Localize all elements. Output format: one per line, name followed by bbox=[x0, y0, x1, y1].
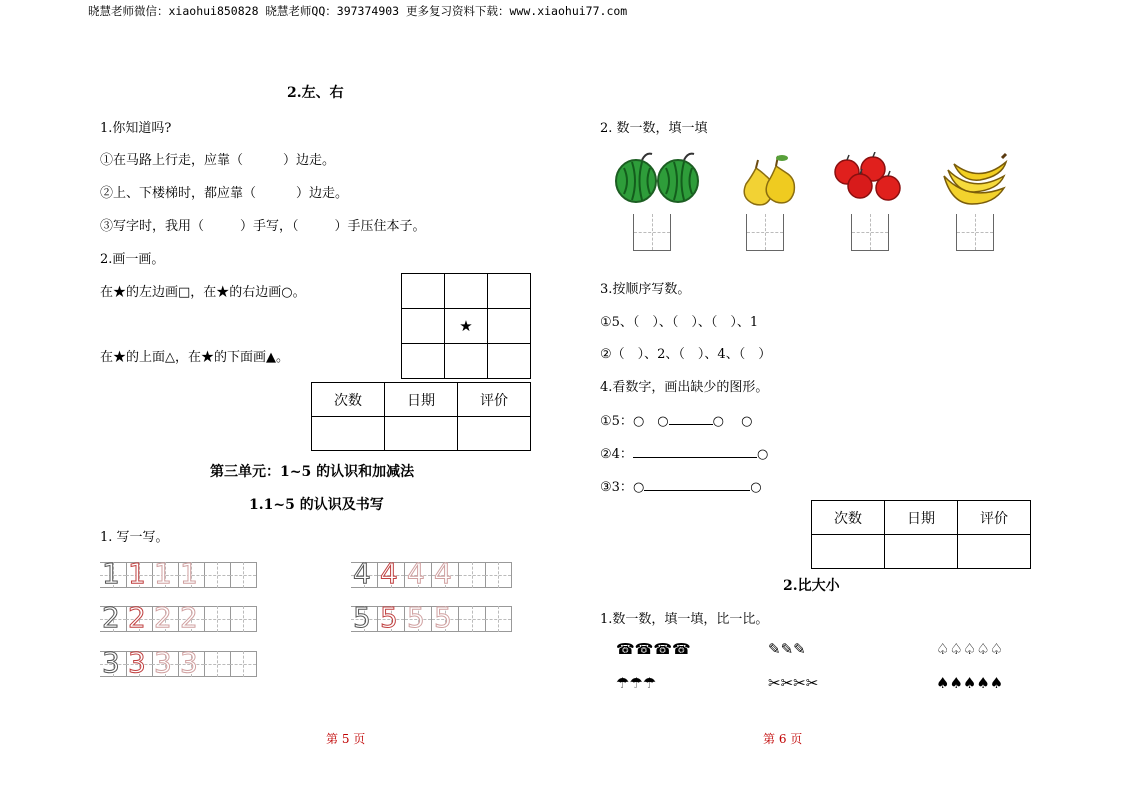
q1-item-3: ③写字时，我用（ ）手写，（ ）手压住本子。 bbox=[100, 219, 426, 234]
q2-label: 2.画一画。 bbox=[100, 252, 165, 267]
q1-item-1: ①在马路上行走，应靠（ ）边走。 bbox=[100, 153, 336, 168]
section-title-compare: 2.比大小 bbox=[783, 578, 840, 594]
writing-row-5: 5 5 5 5 bbox=[351, 606, 512, 632]
phone-icon-group: ☎☎☎☎ bbox=[616, 640, 691, 658]
section-title-left-right: 2.左、右 bbox=[287, 85, 344, 101]
q1-label: 1.你知道吗? bbox=[100, 121, 172, 136]
eval-header-date: 日期 bbox=[385, 383, 458, 417]
eval-header-count: 次数 bbox=[312, 383, 385, 417]
scissors-icon-group: ✂✂✂✂ bbox=[768, 674, 819, 692]
right-q2-label: 2. 数一数，填一填 bbox=[600, 121, 708, 136]
apple-icon bbox=[832, 152, 906, 202]
right-q3-label: 3.按顺序写数。 bbox=[600, 282, 691, 297]
write-label: 1. 写一写。 bbox=[100, 530, 169, 545]
writing-row-3: 3 3 3 3 bbox=[100, 651, 257, 677]
umbrella-icon-group: ☂☂☂ bbox=[616, 674, 657, 692]
eval-header-count: 次数 bbox=[812, 501, 885, 535]
eval-header-rating: 评价 bbox=[958, 501, 1031, 535]
banana-icon bbox=[938, 152, 1010, 210]
right-q3-line-2: ②（ ）、2、（ ）、4、（ ） bbox=[600, 347, 772, 362]
writing-row-4: 4 4 4 4 bbox=[351, 562, 512, 588]
unit-title: 第三单元：1~5 的认识和加减法 bbox=[210, 464, 415, 480]
q2-instruction-2: 在★的上面△，在★的下面画▲。 bbox=[100, 350, 289, 365]
q1-item-2: ②上、下楼梯时，都应靠（ ）边走。 bbox=[100, 186, 349, 201]
evaluation-table-right bbox=[811, 500, 1031, 569]
right-q4-item-1: ①5：○ ○ ○ ○ bbox=[600, 414, 753, 429]
fill-box-pear[interactable] bbox=[746, 214, 784, 251]
spade-solid-icon-group: ♠♠♠♠♠ bbox=[936, 674, 1004, 692]
pear-icon bbox=[738, 150, 798, 208]
fill-box-apple[interactable] bbox=[851, 214, 889, 251]
eval-header-date: 日期 bbox=[885, 501, 958, 535]
evaluation-table-left bbox=[311, 382, 531, 451]
eval-header-rating: 评价 bbox=[458, 383, 531, 417]
fill-box-banana[interactable] bbox=[956, 214, 994, 251]
pencil-icon-group: ✎✎✎ bbox=[768, 640, 806, 658]
drawing-grid bbox=[401, 273, 531, 379]
right-q4-label: 4.看数字，画出缺少的图形。 bbox=[600, 380, 769, 395]
spade-outline-icon-group: ♤♤♤♤♤ bbox=[936, 640, 1004, 658]
page-number-right: 第 6 页 bbox=[763, 732, 803, 746]
star-cell: ★ bbox=[445, 309, 488, 344]
page-number-left: 第 5 页 bbox=[326, 732, 366, 746]
compare-label: 1.数一数，填一填，比一比。 bbox=[600, 612, 769, 627]
q2-instruction-1: 在★的左边画□，在★的右边画○。 bbox=[100, 285, 306, 300]
page-header: 晓慧老师微信：xiaohui850828 晓慧老师QQ：397374903 更多复习资料下载：www.xiaohui77.com bbox=[88, 4, 628, 18]
right-q4-item-2: ②4： ○ bbox=[600, 447, 769, 462]
watermelon-icon bbox=[612, 150, 704, 206]
writing-row-1: 1 1 1 1 bbox=[100, 562, 257, 588]
sub-title: 1.1~5 的认识及书写 bbox=[249, 497, 384, 513]
fill-box-watermelon[interactable] bbox=[633, 214, 671, 251]
right-q4-item-3: ③3：○ ○ bbox=[600, 480, 762, 495]
right-q3-line-1: ①5、（ ）、（ ）、（ ）、1 bbox=[600, 315, 759, 330]
writing-row-2: 2 2 2 2 bbox=[100, 606, 257, 632]
